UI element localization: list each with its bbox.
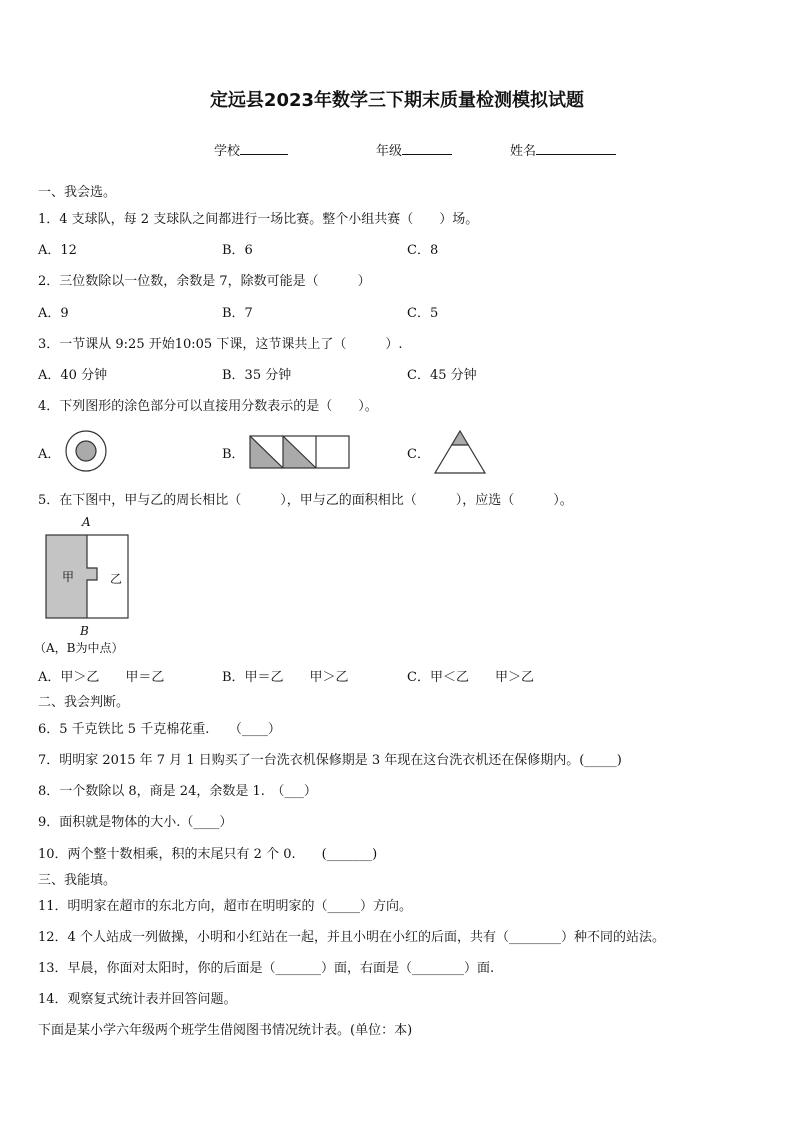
question-13: 13．早晨，你面对太阳时，你的后面是（_______）面，右面是（________）面. [38,961,495,976]
question-7: 7．明明家 2015 年 7 月 1 日购买了一台洗衣机保修期是 3 年现在这台洗衣机还在保修期内。(_____) [38,753,622,768]
inner-shaded-circle [76,441,96,461]
question-6: 6．5 千克铁比 5 千克棉花重. （____） [38,722,281,737]
q4-option-b: B． [222,447,245,462]
q3-option-b: B．35 分钟 [222,368,292,383]
question-3: 3．一节课从 9:25 开始10:05 下课，这节课共上了（ ）. [38,337,403,352]
q5-option-c: C．甲＜乙 甲＞乙 [407,670,534,685]
question-5: 5．在下图中，甲与乙的周长相比（ ），甲与乙的面积相比（ ），应选（ ）。 [38,493,573,508]
question-2: 2．三位数除以一位数，余数是 7，除数可能是（ ） [38,274,371,289]
school-field [214,140,288,159]
question-10: 10．两个整十数相乘，积的末尾只有 2 个 0. (_______) [38,847,378,862]
name-label: 姓名 [510,144,537,159]
q4-option-a: A． [38,447,61,462]
name-field [510,140,616,159]
q4-triangle-figure [434,430,486,474]
q2-option-a: A．9 [38,306,69,321]
point-a-label: A [82,515,91,529]
q1-option-c: C．8 [407,243,439,258]
q2-option-c: C．5 [407,306,439,321]
q4-circle-figure [63,428,109,474]
question-12: 12．4 个人站成一列做操，小明和小红站在一起，并且小明在小红的后面，共有（________）种不同的站法。 [38,930,665,945]
section-judge: 二、我会判断。 [38,695,130,710]
school-blank [240,141,288,155]
grade-blank [402,141,452,155]
question-9: 9．面积就是物体的大小.（____） [38,815,233,830]
midpoint-note: （A，B为中点） [34,641,124,655]
shaded-top-triangle [452,431,469,445]
point-b-label: B [80,624,89,638]
q5-option-b: B．甲＝乙 甲＞乙 [222,670,349,685]
name-blank [536,141,616,155]
q4-squares-figure [249,435,351,469]
section-fill: 三、我能填。 [38,873,117,888]
question-14-description: 下面是某小学六年级两个班学生借阅图书情况统计表。(单位：本) [38,1023,413,1038]
q2-option-b: B．7 [222,306,253,321]
question-14: 14．观察复式统计表并回答问题。 [38,992,237,1007]
question-1: 1．4 支球队，每 2 支球队之间都进行一场比赛。整个小组共赛（ ）场。 [38,212,479,227]
section-choose: 一、我会选。 [38,185,117,200]
grade-field [376,140,452,159]
page-title: 定远县2023年数学三下期末质量检测模拟试题 [209,90,585,111]
q3-option-a: A．40 分钟 [38,368,108,383]
grade-label: 年级 [376,144,403,159]
question-4: 4．下列图形的涂色部分可以直接用分数表示的是（ ）。 [38,399,378,414]
q1-option-b: B．6 [222,243,253,258]
q5-option-a: A．甲＞乙 甲＝乙 [38,670,165,685]
q3-option-c: C．45 分钟 [407,368,477,383]
question-8: 8．一个数除以 8，商是 24，余数是 1. （___） [38,784,317,799]
q1-option-a: A．12 [38,243,77,258]
q4-option-c: C． [407,447,430,462]
school-label: 学校 [214,144,241,159]
jia-label: 甲 [62,570,75,584]
yi-label: 乙 [110,572,123,586]
question-11: 11．明明家在超市的东北方向，超市在明明家的（_____）方向。 [38,899,413,914]
